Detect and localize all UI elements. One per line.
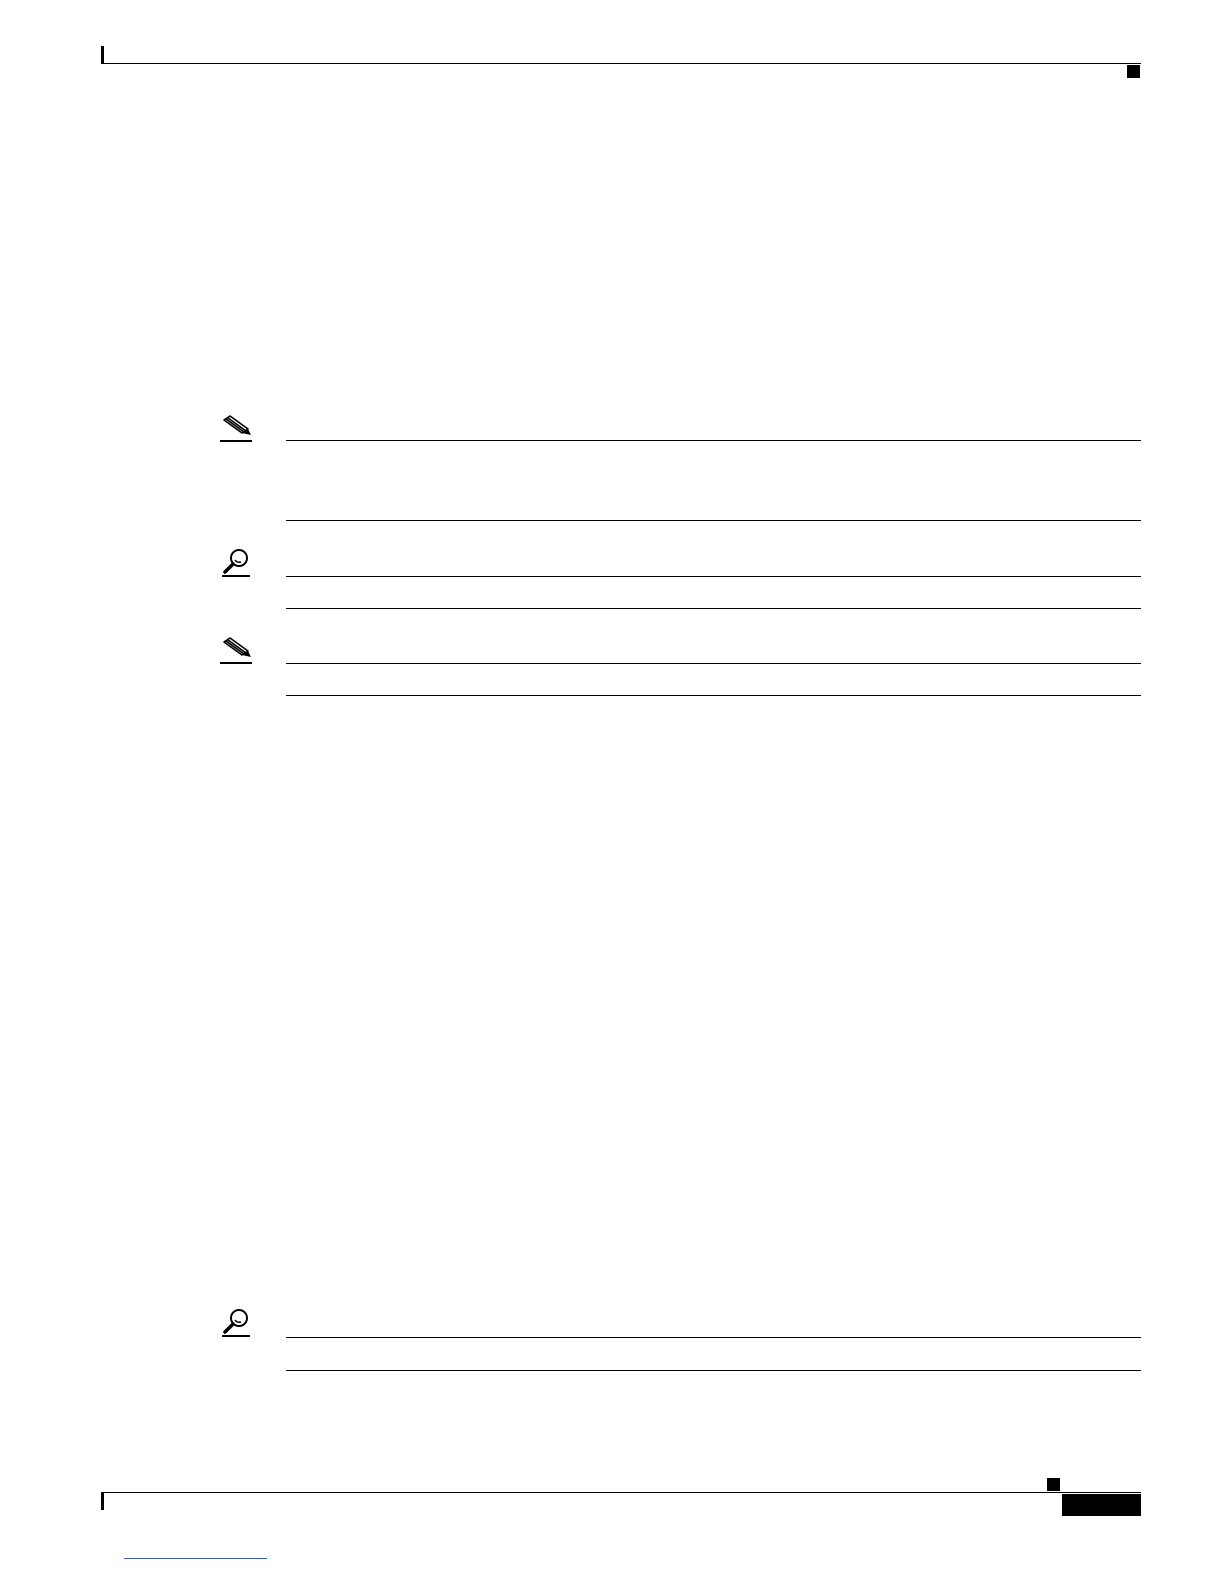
note-top-rule [286, 440, 1141, 441]
note-bottom-rule [286, 520, 1141, 521]
note-pencil-icon [218, 414, 254, 446]
note-bottom-rule [286, 695, 1141, 696]
tip-magnifier-icon [220, 546, 256, 578]
note-pencil-icon [218, 636, 254, 668]
footer-tick [101, 1492, 104, 1510]
tip-bottom-rule [286, 608, 1141, 609]
footer-rule [101, 1492, 1141, 1493]
tip-bottom-rule [286, 1370, 1141, 1371]
header-tick [101, 46, 104, 64]
note-top-rule [286, 663, 1141, 664]
tip-top-rule [286, 1337, 1141, 1338]
header-marker [1127, 65, 1140, 78]
page-number-tab [1062, 1494, 1141, 1516]
header-rule [101, 63, 1141, 64]
tip-top-rule [286, 576, 1141, 577]
footer-marker [1047, 1478, 1060, 1491]
tip-magnifier-icon [220, 1306, 256, 1338]
footer-link-underline[interactable] [124, 1558, 267, 1559]
